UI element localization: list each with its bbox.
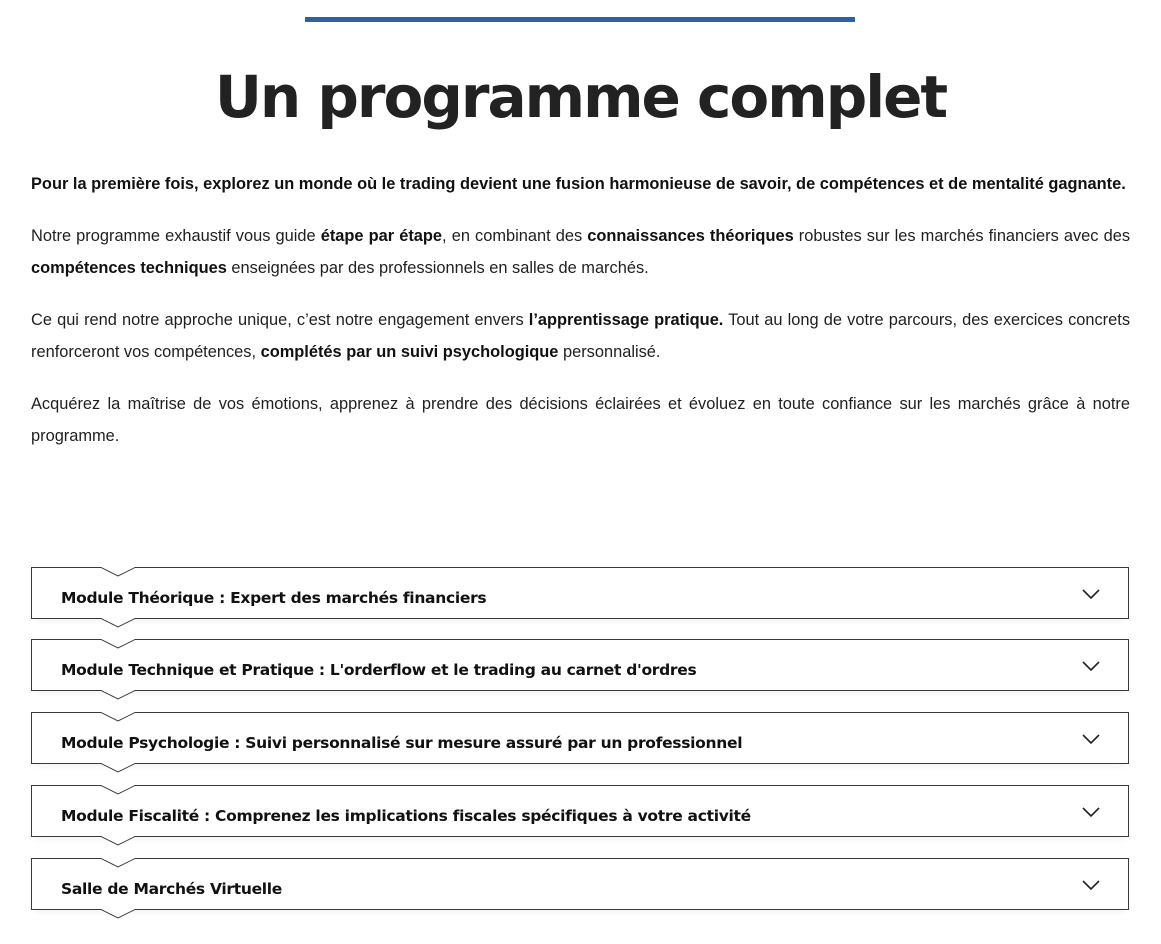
accordion-item-technique[interactable] — [31, 639, 1129, 691]
intro-paragraph-approach: Ce qui rend notre approche unique, c’est notre engagement envers l’apprentissage pratique. Tout au long de votre parcours, des exercices concrets renforceront vos compétences, complétés par un suivi psychologique personnalisé. — [31, 311, 1131, 361]
accordion-item-label: Module Fiscalité : Comprenez les implications fiscales spécifiques à votre activité — [61, 807, 751, 825]
accent-divider — [305, 17, 855, 22]
notch-bottom-icon — [100, 763, 136, 773]
notch-bottom-icon — [100, 618, 136, 628]
intro-paragraph-mastery: Acquérez la maîtrise de vos émotions, apprenez à prendre des décisions éclairées et évoluez en toute confiance sur les marchés grâce à notre programme. — [31, 395, 1130, 445]
accordion-item-fiscalite[interactable] — [31, 785, 1129, 837]
accordion-item-theorique[interactable] — [31, 567, 1129, 619]
notch-bottom-icon — [100, 909, 136, 919]
accordion-item-label: Module Psychologie : Suivi personnalisé sur mesure assuré par un professionnel — [61, 734, 743, 752]
intro-paragraph-program: Notre programme exhaustif vous guide étape par étape, en combinant des connaissances théoriques robustes sur les marchés financiers avec des compétences techniques enseignées par des professionnels en salles de marchés. — [31, 227, 1131, 277]
modules-accordion — [31, 567, 1129, 930]
chevron-down-icon[interactable] — [1082, 733, 1100, 745]
accordion-item-label: Salle de Marchés Virtuelle — [61, 880, 283, 898]
accordion-item-psychologie[interactable] — [31, 712, 1129, 764]
accordion-item-label: Module Technique et Pratique : L'orderflow et le trading au carnet d'ordres — [61, 661, 697, 679]
chevron-down-icon[interactable] — [1082, 879, 1100, 891]
accordion-item-label: Module Théorique : Expert des marchés financiers — [61, 589, 487, 607]
intro-lead: Pour la première fois, explorez un monde où le trading devient une fusion harmonieuse de savoir, de compétences et de mentalité gagnante. — [31, 175, 1126, 193]
chevron-down-icon[interactable] — [1082, 588, 1100, 600]
notch-bottom-icon — [100, 836, 136, 846]
notch-bottom-icon — [100, 690, 136, 700]
accordion-item-salle-de-marches[interactable] — [31, 858, 1129, 910]
page-title: Un programme complet — [214, 63, 947, 131]
intro-section — [31, 168, 1130, 472]
chevron-down-icon[interactable] — [1082, 806, 1100, 818]
chevron-down-icon[interactable] — [1082, 660, 1100, 672]
